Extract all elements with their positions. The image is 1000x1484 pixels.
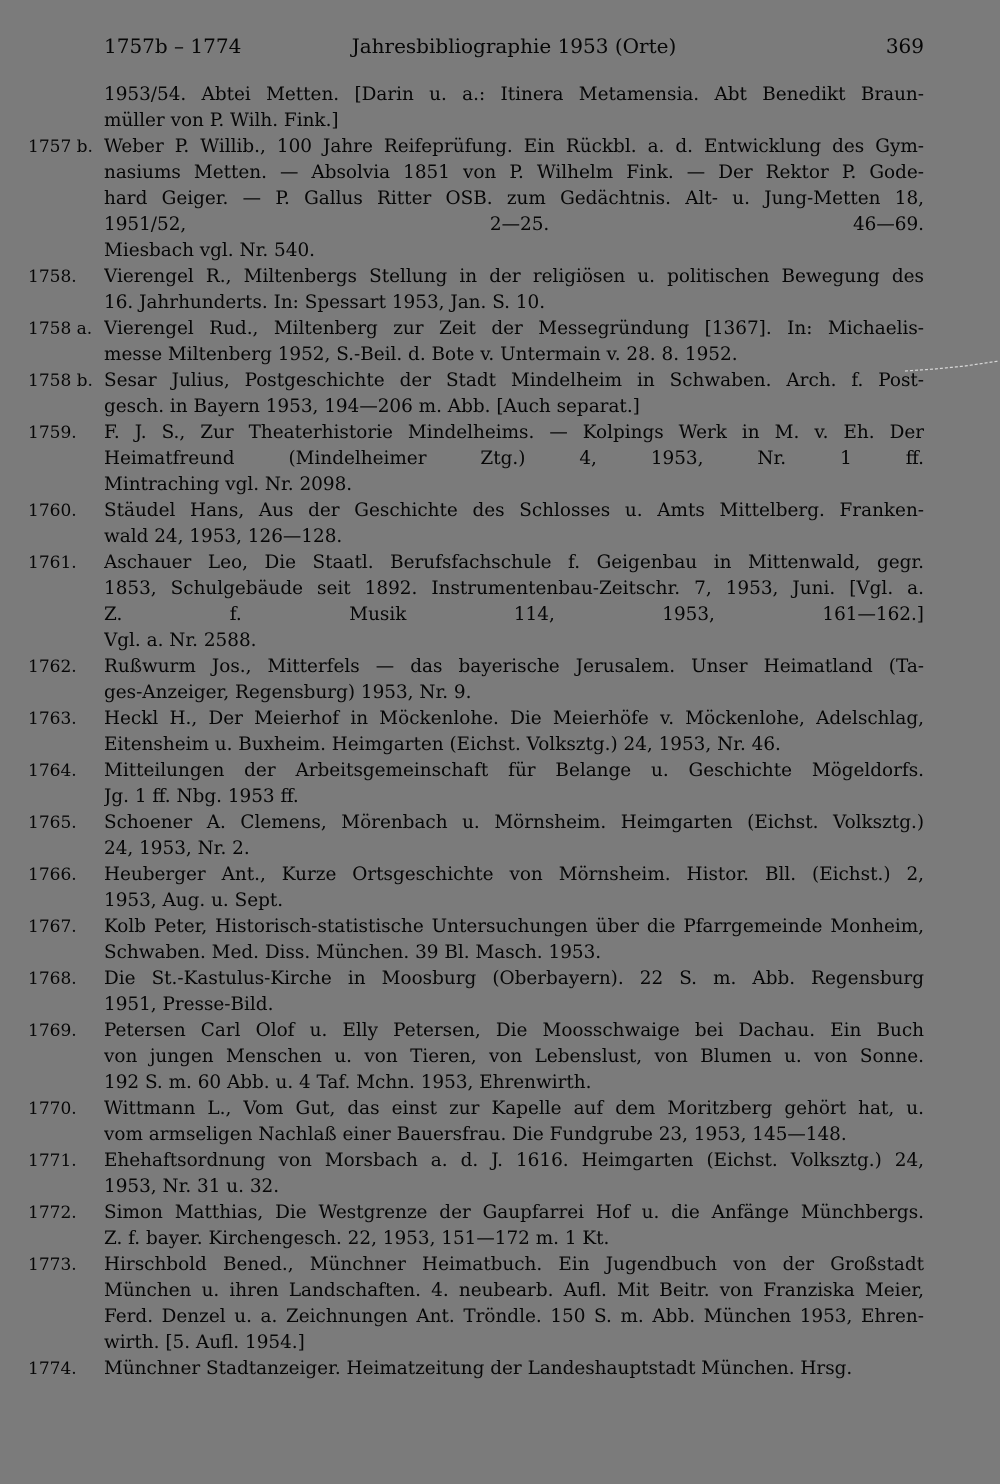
bibliography-entries	[0, 82, 1000, 1382]
entry-text-line: vom armseligen Nachlaß einer Bauersfrau. Die Fundgrube 23, 1953, 145—148.	[104, 1124, 847, 1145]
entry-text-line: 16. Jahrhunderts. In: Spessart 1953, Jan. S. 10.	[104, 292, 546, 313]
entry-text-line: 192 S. m. 60 Abb. u. 4 Taf. Mchn. 1953, Ehrenwirth.	[104, 1072, 592, 1093]
entry-number: 1761.	[28, 553, 77, 573]
entry-number: 1758 b.	[28, 371, 93, 391]
bibliography-entry	[0, 264, 1000, 316]
entry-number: 1758.	[28, 267, 77, 287]
entry-number: 1771.	[28, 1151, 77, 1171]
entry-text-line: 1953, Aug. u. Sept.	[104, 890, 284, 911]
bibliography-entry	[0, 966, 1000, 1018]
entry-number: 1770.	[28, 1099, 77, 1119]
entry-text-line: Schoener A. Clemens, Mörenbach u. Mörnsheim. Heimgarten (Eichst. Volksztg.)	[104, 812, 924, 833]
entry-text-line: Aschauer Leo, Die Staatl. Berufsfachschule f. Geigenbau in Mittenwald, gegr.	[104, 552, 924, 573]
bibliography-entry	[0, 1018, 1000, 1096]
entry-number: 1774.	[28, 1359, 77, 1379]
page-header	[104, 34, 924, 64]
entry-text-line: Simon Matthias, Die Westgrenze der Gaupfarrei Hof u. die Anfänge Münchbergs.	[104, 1202, 924, 1223]
bibliography-entry	[0, 862, 1000, 914]
entry-number: 1767.	[28, 917, 77, 937]
entry-number: 1760.	[28, 501, 77, 521]
entry-text-line: Wittmann L., Vom Gut, das einst zur Kapelle auf dem Moritzberg gehört hat, u.	[104, 1098, 924, 1119]
entry-text-line: Vierengel Rud., Miltenberg zur Zeit der Messegründung [1367]. In: Michaelis-	[104, 318, 924, 339]
entry-text-line: Vgl. a. Nr. 2588.	[104, 630, 257, 651]
entry-number: 1764.	[28, 761, 77, 781]
entry-text-line: F. J. S., Zur Theaterhistorie Mindelheims. — Kolpings Werk in M. v. Eh. Der	[104, 422, 924, 443]
entry-number: 1769.	[28, 1021, 77, 1041]
entry-text-line: wald 24, 1953, 126—128.	[104, 526, 343, 547]
entry-text-line: Heckl H., Der Meierhof in Möckenlohe. Die Meierhöfe v. Möckenlohe, Adelschlag,	[104, 708, 924, 729]
entry-text-line: Mitteilungen der Arbeitsgemeinschaft für Belange u. Geschichte Mögeldorfs.	[104, 760, 924, 781]
bibliography-entry	[0, 368, 1000, 420]
page-number: 369	[885, 34, 924, 58]
entry-text-line: müller von P. Wilh. Fink.]	[104, 110, 339, 131]
bibliography-entry	[0, 1148, 1000, 1200]
header-title: Jahresbibliographie 1953 (Orte)	[351, 34, 677, 58]
bibliography-entry	[0, 654, 1000, 706]
entry-text-line: Ehehaftsordnung von Morsbach a. d. J. 1616. Heimgarten (Eichst. Volksztg.) 24,	[104, 1150, 924, 1171]
entry-text-line: Münchner Stadtanzeiger. Heimatzeitung der Landeshauptstadt München. Hrsg.	[104, 1358, 853, 1379]
entry-text-line: Schwaben. Med. Diss. München. 39 Bl. Masch. 1953.	[104, 942, 602, 963]
entry-number: 1758 a.	[28, 319, 93, 339]
entry-text-line: 1951/52, 2—25. 46—69.	[104, 214, 924, 235]
bibliography-entry	[0, 1200, 1000, 1252]
bibliography-entry	[0, 316, 1000, 368]
entry-text-line: München u. ihren Landschaften. 4. neubearb. Aufl. Mit Beitr. von Franziska Meier,	[104, 1280, 924, 1301]
entry-number: 1759.	[28, 423, 77, 443]
entry-text-line: Sesar Julius, Postgeschichte der Stadt Mindelheim in Schwaben. Arch. f. Post-	[104, 370, 924, 391]
entry-text-line: Heimatfreund (Mindelheimer Ztg.) 4, 1953, Nr. 1 ff.	[104, 448, 924, 469]
entry-text-line: Die St.-Kastulus-Kirche in Moosburg (Oberbayern). 22 S. m. Abb. Regensburg	[104, 968, 924, 989]
entry-number: 1773.	[28, 1255, 77, 1275]
entry-text-line: Eitensheim u. Buxheim. Heimgarten (Eichst. Volksztg.) 24, 1953, Nr. 46.	[104, 734, 781, 755]
entry-text-line: Hirschbold Bened., Münchner Heimatbuch. Ein Jugendbuch von der Großstadt	[104, 1254, 924, 1275]
bibliography-entry	[0, 914, 1000, 966]
bibliography-entry	[0, 1252, 1000, 1356]
entry-text-line: nasiums Metten. — Absolvia 1851 von P. Wilhelm Fink. — Der Rektor P. Gode-	[104, 162, 924, 183]
entry-text-line: 1951, Presse-Bild.	[104, 994, 274, 1015]
entry-number: 1762.	[28, 657, 77, 677]
entry-number: 1765.	[28, 813, 77, 833]
entry-number: 1757 b.	[28, 137, 93, 157]
entry-text-line: messe Miltenberg 1952, S.-Beil. d. Bote v. Untermain v. 28. 8. 1952.	[104, 344, 738, 365]
entry-text-line: Petersen Carl Olof u. Elly Petersen, Die Moosschwaige bei Dachau. Ein Buch	[104, 1020, 924, 1041]
bibliography-entry	[0, 758, 1000, 810]
entry-text-line: von jungen Menschen u. von Tieren, von Lebenslust, von Blumen u. von Sonne.	[104, 1046, 924, 1067]
header-entry-range: 1757b – 1774	[104, 34, 242, 58]
entry-text-line: ges-Anzeiger, Regensburg) 1953, Nr. 9.	[104, 682, 472, 703]
bibliography-entry	[0, 420, 1000, 498]
bibliography-entry	[0, 498, 1000, 550]
entry-text-line: gesch. in Bayern 1953, 194—206 m. Abb. [Auch separat.]	[104, 396, 640, 417]
bibliography-entry	[0, 82, 1000, 134]
entry-number: 1766.	[28, 865, 77, 885]
entry-text-line: Z. f. bayer. Kirchengesch. 22, 1953, 151—172 m. 1 Kt.	[104, 1228, 610, 1249]
entry-text-line: Heuberger Ant., Kurze Ortsgeschichte von Mörnsheim. Histor. Bll. (Eichst.) 2,	[104, 864, 924, 885]
paper-crease-mark	[905, 357, 1000, 383]
entry-text-line: hard Geiger. — P. Gallus Ritter OSB. zum Gedächtnis. Alt- u. Jung-Metten 18,	[104, 188, 924, 209]
entry-text-line: Weber P. Willib., 100 Jahre Reifeprüfung. Ein Rückbl. a. d. Entwicklung des Gym-	[104, 136, 924, 157]
entry-text-line: Mintraching vgl. Nr. 2098.	[104, 474, 353, 495]
entry-text-line: 1853, Schulgebäude seit 1892. Instrumentenbau-Zeitschr. 7, 1953, Juni. [Vgl. a.	[104, 578, 924, 599]
bibliography-entry	[0, 1356, 1000, 1382]
entry-text-line: Kolb Peter, Historisch-statistische Untersuchungen über die Pfarrgemeinde Monheim,	[104, 916, 924, 937]
entry-text-line: Z. f. Musik 114, 1953, 161—162.]	[104, 604, 924, 625]
bibliography-entry	[0, 134, 1000, 264]
entry-number: 1772.	[28, 1203, 77, 1223]
entry-text-line: wirth. [5. Aufl. 1954.]	[104, 1332, 305, 1353]
bibliography-entry	[0, 706, 1000, 758]
entry-text-line: 24, 1953, Nr. 2.	[104, 838, 250, 859]
entry-text-line: Jg. 1 ff. Nbg. 1953 ff.	[104, 786, 299, 807]
bibliography-entry	[0, 1096, 1000, 1148]
entry-text-line: Ferd. Denzel u. a. Zeichnungen Ant. Tröndle. 150 S. m. Abb. München 1953, Ehren-	[104, 1306, 924, 1327]
entry-text-line: Stäudel Hans, Aus der Geschichte des Schlosses u. Amts Mittelberg. Franken-	[104, 500, 924, 521]
entry-number: 1763.	[28, 709, 77, 729]
entry-text-line: Vierengel R., Miltenbergs Stellung in der religiösen u. politischen Bewegung des	[104, 266, 924, 287]
bibliography-entry	[0, 810, 1000, 862]
entry-text-line: 1953, Nr. 31 u. 32.	[104, 1176, 280, 1197]
bibliography-entry	[0, 550, 1000, 654]
entry-text-line: Miesbach vgl. Nr. 540.	[104, 240, 315, 261]
entry-text-line: 1953/54. Abtei Metten. [Darin u. a.: Itinera Metamensia. Abt Benedikt Braun-	[104, 84, 924, 105]
entry-number: 1768.	[28, 969, 77, 989]
entry-text-line: Rußwurm Jos., Mitterfels — das bayerische Jerusalem. Unser Heimatland (Ta-	[104, 656, 924, 677]
